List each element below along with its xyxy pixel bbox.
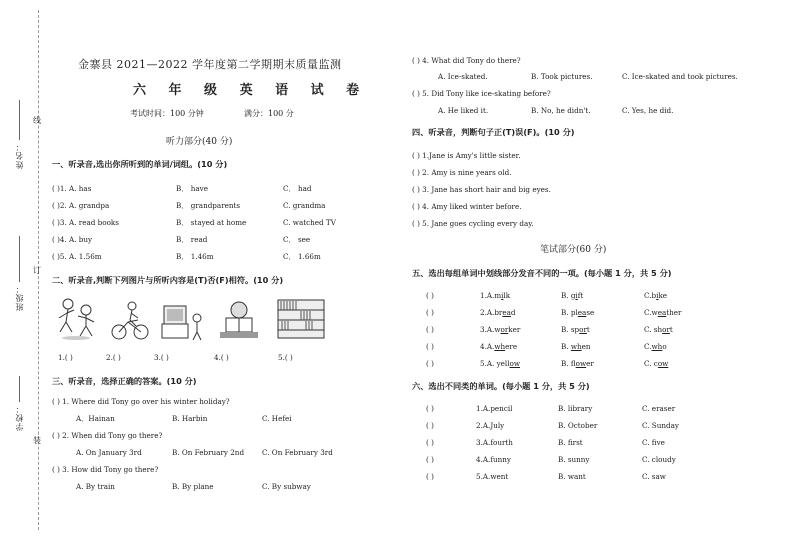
list-item: ( )4. A. buy — [52, 235, 93, 244]
option-c: C. cloudy — [642, 455, 676, 464]
option-b: B. By plane — [172, 482, 214, 491]
option-c: C. saw — [642, 472, 666, 481]
option-text: ere — [505, 342, 518, 351]
list-item: ( ) 4. Amy liked winter before. — [412, 202, 522, 211]
school-line — [19, 376, 20, 402]
option-a — [480, 325, 520, 334]
margin-label-school: 学校： — [15, 404, 24, 431]
option-b: B. October — [558, 421, 598, 430]
underlined-letters: or — [500, 325, 509, 334]
option-a — [480, 291, 510, 300]
option-a — [480, 359, 520, 368]
exam-title: 金寨县 2021—2022 学年度第二学期期末质量监测 — [78, 58, 342, 71]
underlined-letters: ea — [502, 308, 511, 317]
option-c: C. five — [642, 438, 665, 447]
option-text: ker — [508, 325, 521, 334]
section-2-title: 二、听录音,判断下列图片与所听内容是(T)否(F)相符。(10 分) — [52, 275, 284, 285]
margin-label-class: 班级： — [15, 284, 24, 311]
margin-mark-bind: 装 — [33, 436, 41, 445]
option-a: A．Hainan — [76, 414, 115, 423]
option-a: 5.A.went — [476, 472, 509, 481]
section-1-title: 一、听录音,选出你所听到的单词/词组。(10 分) — [52, 159, 228, 169]
option-a — [480, 308, 516, 317]
option-text: 1.A.m — [480, 291, 502, 300]
underlined-letters: i — [575, 291, 578, 300]
list-item: ( ) 5. Jane goes cycling every day. — [412, 219, 534, 228]
list-item: ( )2. A. grandpa — [52, 201, 110, 210]
list-item: ( )5. A. 1.56m — [52, 252, 102, 261]
answer-blank[interactable]: ( ) — [426, 325, 434, 334]
option-text: C.b — [644, 291, 657, 300]
option-text: er — [586, 359, 594, 368]
picture-answer-1[interactable]: 1.( ) — [58, 353, 73, 362]
option-a: 2.A.July — [476, 421, 505, 430]
section-6-title: 六、选出不同类的单词。(每小题 1 分，共 5 分) — [412, 381, 590, 391]
option-c — [644, 308, 681, 317]
answer-blank[interactable]: ( ) — [426, 455, 434, 464]
underlined-letters: wh — [570, 342, 582, 351]
option-text: B. g — [561, 291, 576, 300]
option-b: B. library — [558, 404, 593, 413]
option-c: C． see — [283, 235, 311, 244]
option-b: B. Took pictures. — [531, 72, 593, 81]
option-b — [561, 291, 583, 300]
option-b: B. want — [558, 472, 586, 481]
option-b: B. sunny — [558, 455, 590, 464]
option-a: A. By train — [76, 482, 115, 491]
option-text: C. — [644, 342, 652, 351]
option-c: C. grandma — [283, 201, 326, 210]
option-c: C． had — [283, 184, 312, 193]
children-playing-picture — [56, 296, 100, 342]
list-item: ( ) 3. Jane has short hair and big eyes. — [412, 185, 551, 194]
option-text: o — [662, 342, 667, 351]
option-text: 5.A. yell — [480, 359, 510, 368]
option-a: A. On January 3rd — [76, 448, 142, 457]
bookshelf-picture — [276, 296, 326, 342]
answer-blank[interactable]: ( ) — [426, 472, 434, 481]
answer-blank[interactable]: ( ) — [426, 291, 434, 300]
exam-time: 考试时间：100 分钟 — [130, 109, 204, 118]
option-text: 2.A.br — [480, 308, 503, 317]
underlined-letters: ow — [575, 359, 587, 368]
option-a: 4.A.funny — [476, 455, 511, 464]
boy-cycling-picture — [110, 298, 150, 342]
option-text: ft — [577, 291, 584, 300]
option-b: B． 1.46m — [176, 252, 214, 261]
list-item: ( ) 2. Amy is nine years old. — [412, 168, 512, 177]
list-item: ( ) 1.Jane is Amy's little sister. — [412, 151, 521, 160]
option-text: 3.A.w — [480, 325, 501, 334]
option-text: t — [669, 325, 673, 334]
writing-title: 笔试部分(60 分) — [540, 245, 607, 255]
option-text: C.w — [644, 308, 658, 317]
option-text: C. c — [644, 359, 658, 368]
option-text: C. sh — [644, 325, 663, 334]
option-c — [644, 325, 673, 334]
answer-blank[interactable]: ( ) — [426, 308, 434, 317]
underlined-letters: or — [579, 325, 587, 334]
answer-blank[interactable]: ( ) — [426, 342, 434, 351]
option-b: B． stayed at home — [176, 218, 247, 227]
margin-mark-line: 线 — [33, 116, 41, 125]
picture-answer-4[interactable]: 4.( ) — [214, 353, 229, 362]
picture-answer-3[interactable]: 3.( ) — [154, 353, 169, 362]
option-c — [644, 291, 667, 300]
option-text: 4.A. — [480, 342, 495, 351]
option-text: se — [586, 308, 595, 317]
exam-score: 满分：100 分 — [244, 109, 294, 118]
underlined-letters: or — [662, 325, 670, 334]
question-2: ( ) 2. When did Tony go there? — [52, 431, 163, 440]
option-c: C. Yes, he did. — [622, 106, 674, 115]
option-a — [480, 342, 517, 351]
option-c: C. On February 3rd — [262, 448, 333, 457]
option-c: C. eraser — [642, 404, 676, 413]
option-b — [561, 342, 591, 351]
question-5: ( ) 5. Did Tony like ice-skating before? — [412, 89, 551, 98]
option-b: B． grandparents — [176, 201, 241, 210]
question-1: ( ) 1. Where did Tony go over his winter holiday? — [52, 397, 230, 406]
underlined-letters: ea — [657, 308, 667, 317]
option-text: lk — [503, 291, 511, 300]
list-item: ( )1. A. has — [52, 184, 92, 193]
option-b — [561, 308, 594, 317]
option-b: B. first — [558, 438, 583, 447]
name-line — [19, 100, 20, 140]
paper-title: 六 年 级 英 语 试 卷 — [133, 83, 369, 98]
question-4: ( ) 4. What did Tony do there? — [412, 56, 521, 65]
listening-title: 听力部分(40 分) — [166, 137, 233, 147]
option-a: 3.A.fourth — [476, 438, 513, 447]
girl-reading-picture — [216, 298, 262, 342]
option-a: A. He liked it. — [438, 106, 489, 115]
underlined-letters: i — [656, 291, 659, 300]
underlined-letters: ow — [509, 359, 521, 368]
list-item: ( )3. A. read books — [52, 218, 119, 227]
option-text: B. sp — [561, 325, 580, 334]
underlined-letters: wh — [494, 342, 506, 351]
picture-answer-2[interactable]: 2.( ) — [106, 353, 121, 362]
picture-answer-5[interactable]: 5.( ) — [278, 353, 293, 362]
option-text: B. — [561, 342, 571, 351]
option-c — [644, 342, 667, 351]
option-c: C. Sunday — [642, 421, 679, 430]
question-3: ( ) 3. How did Tony go there? — [52, 465, 159, 474]
option-a: A. Ice-skated. — [438, 72, 488, 81]
section-3-title: 三、听录音，选择正确的答案。(10 分) — [52, 376, 197, 386]
option-b: B． read — [176, 235, 208, 244]
option-text: B. fl — [561, 359, 576, 368]
option-text: d — [510, 308, 516, 317]
underlined-letters: i — [501, 291, 504, 300]
section-4-title: 四、听录音，判断句子正(T)误(F)。(10 分) — [412, 127, 575, 137]
option-c: C． 1.66m — [283, 252, 321, 261]
margin-mark-staple: 订 — [33, 266, 41, 275]
section-5-title: 五、选出每组单词中划线部分发音不同的一项。(每小题 1 分，共 5 分) — [412, 268, 672, 278]
option-b: B． have — [176, 184, 208, 193]
option-c — [644, 359, 668, 368]
class-line — [19, 236, 20, 282]
answer-blank[interactable]: ( ) — [426, 421, 434, 430]
option-b — [561, 325, 590, 334]
option-text: en — [581, 342, 591, 351]
option-c: C. Ice-skated and took pictures. — [622, 72, 738, 81]
option-b: B. Harbin — [172, 414, 208, 423]
option-text: ther — [666, 308, 682, 317]
option-b: B. On February 2nd — [172, 448, 245, 457]
option-text: B. pl — [561, 308, 578, 317]
answer-blank[interactable]: ( ) — [426, 438, 434, 447]
option-b — [561, 359, 594, 368]
option-c: C. watched TV — [283, 218, 336, 227]
option-c: C. By subway — [262, 482, 311, 491]
underlined-letters: wh — [651, 342, 663, 351]
option-text: t — [586, 325, 590, 334]
answer-blank[interactable]: ( ) — [426, 359, 434, 368]
option-b: B. No, he didn't. — [531, 106, 591, 115]
option-c: C. Hefei — [262, 414, 292, 423]
margin-label-name: 姓名： — [15, 142, 24, 169]
underlined-letters: ea — [577, 308, 587, 317]
option-text: ke — [658, 291, 668, 300]
option-a: 1.A.pencil — [476, 404, 513, 413]
answer-blank[interactable]: ( ) — [426, 404, 434, 413]
underlined-letters: ow — [657, 359, 669, 368]
watching-tv-picture — [160, 298, 206, 342]
binding-margin — [0, 0, 50, 544]
